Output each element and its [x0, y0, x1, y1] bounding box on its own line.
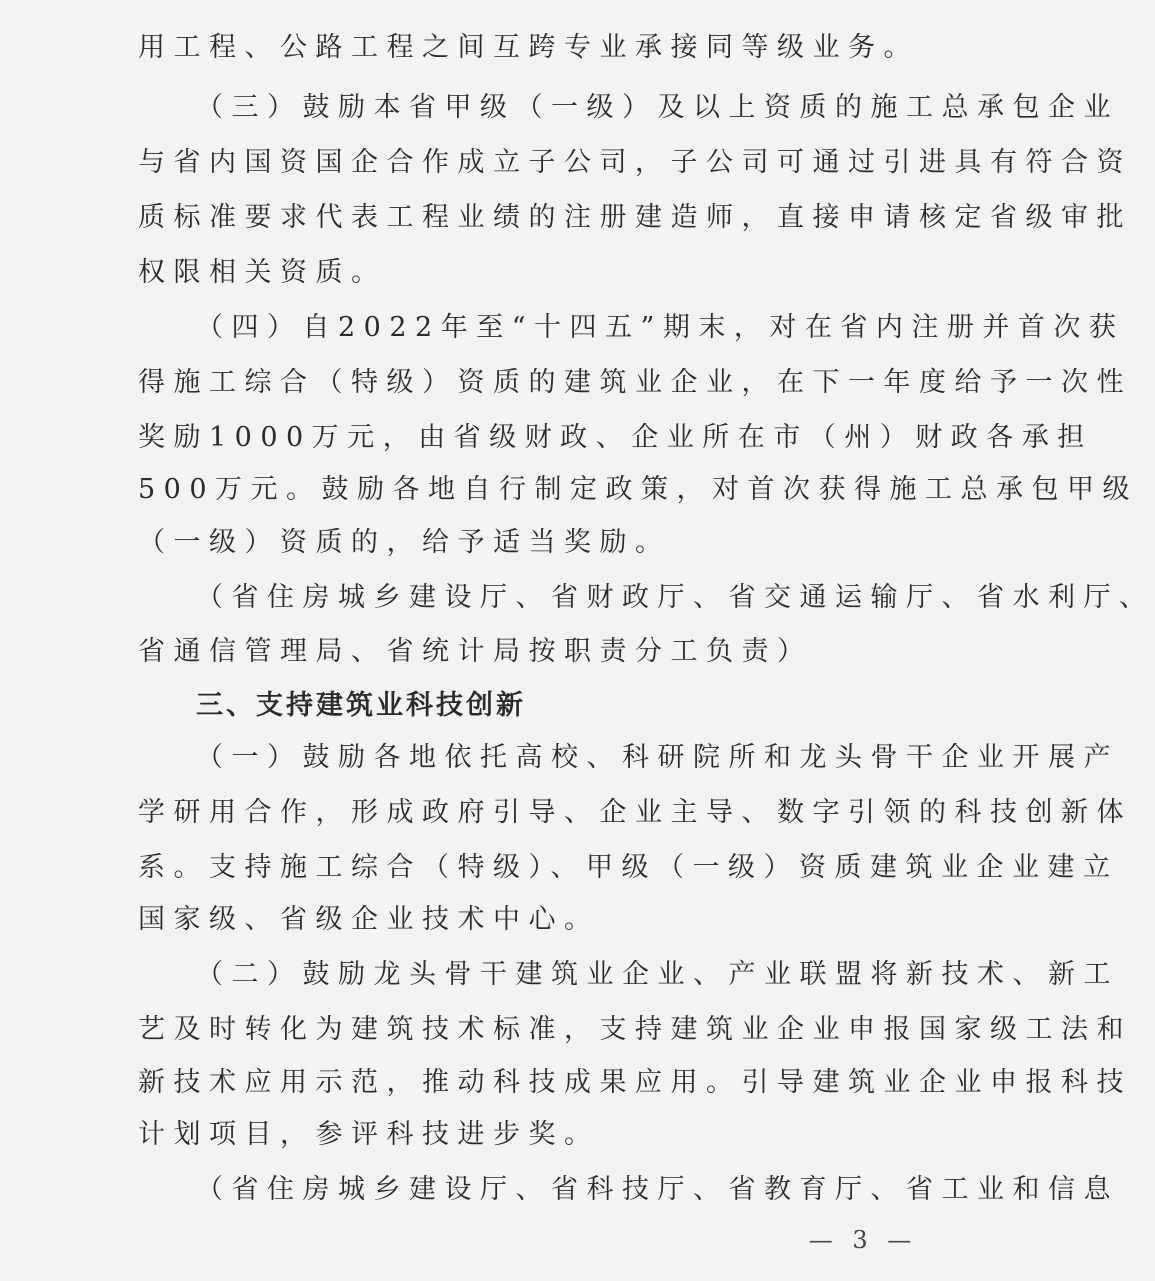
text-line: 500万元。鼓励各地自行制定政策，对首次获得施工总承包甲级 — [138, 474, 1139, 505]
paragraph-start-line: （一）鼓励各地依托高校、科研院所和龙头骨干企业开展产 — [196, 742, 1119, 773]
text-line: 得施工综合（特级）资质的建筑业企业，在下一年度给予一次性 — [138, 367, 1132, 398]
text-line: 质标准要求代表工程业绩的注册建造师，直接申请核定省级审批 — [138, 202, 1132, 233]
text-line: 系。支持施工综合（特级）、甲级（一级）资质建筑业企业建立 — [138, 852, 1119, 883]
paragraph-start-line: （二）鼓励龙头骨干建筑业企业、产业联盟将新技术、新工 — [196, 959, 1119, 990]
text-line: 与省内国资国企合作成立子公司，子公司可通过引进具有符合资 — [138, 147, 1132, 178]
text-line: 权限相关资质。 — [138, 257, 387, 288]
text-line: （一级）资质的，给予适当奖励。 — [138, 527, 671, 558]
text-line: 奖励1000万元，由省级财政、企业所在市（州）财政各承担 — [138, 422, 1093, 453]
text-line: 用工程、公路工程之间互跨专业承接同等级业务。 — [138, 32, 919, 63]
text-line: 艺及时转化为建筑技术标准，支持建筑业企业申报国家级工法和 — [138, 1014, 1132, 1045]
section-heading: 三、支持建筑业科技创新 — [196, 690, 526, 721]
text-line: 计划项目，参评科技进步奖。 — [138, 1119, 600, 1150]
text-line: 学研用合作，形成政府引导、企业主导、数字引领的科技创新体 — [138, 797, 1132, 828]
text-line: 新技术应用示范，推动科技成果应用。引导建筑业企业申报科技 — [138, 1067, 1132, 1098]
paragraph-start-line: （三）鼓励本省甲级（一级）及以上资质的施工总承包企业 — [196, 92, 1119, 123]
responsible-departments-line: （省住房城乡建设厅、省科技厅、省教育厅、省工业和信息 — [196, 1174, 1119, 1205]
page-number: — 3 — — [808, 1226, 918, 1254]
paragraph-start-line: （四）自2022年至“十四五”期末，对在省内注册并首次获 — [196, 312, 1125, 343]
responsible-departments-line: （省住房城乡建设厅、省财政厅、省交通运输厅、省水利厅、 — [196, 582, 1155, 613]
text-line: 国家级、省级企业技术中心。 — [138, 904, 600, 935]
responsible-departments-line: 省通信管理局、省统计局按职责分工负责） — [138, 636, 813, 667]
